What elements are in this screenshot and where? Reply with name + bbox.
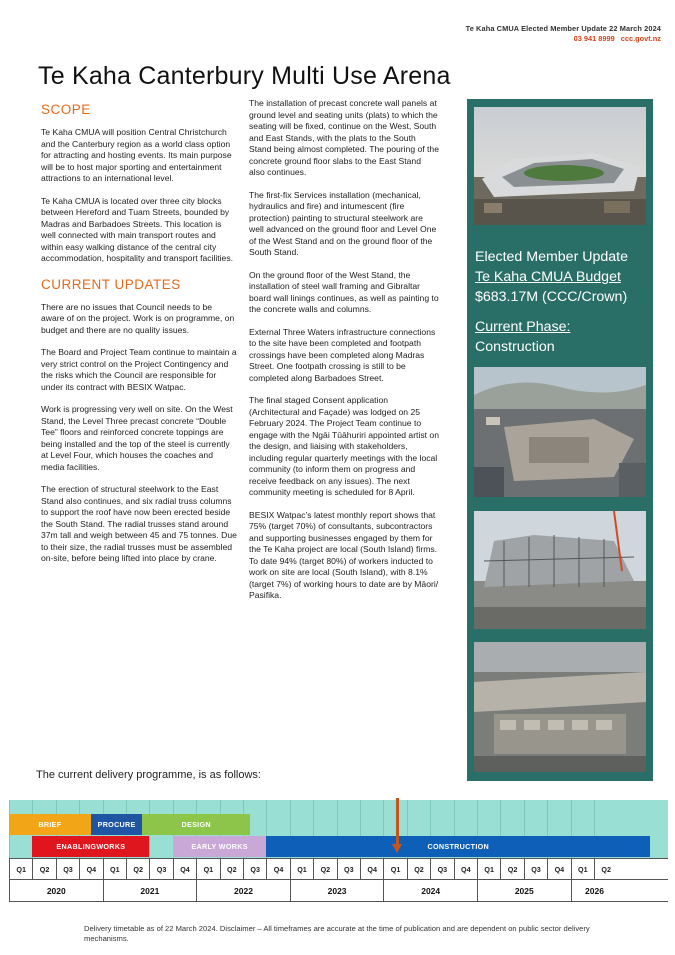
year-label: 2021	[103, 880, 197, 901]
quarter-label: Q2	[126, 859, 149, 880]
quarter-label: Q3	[149, 859, 172, 880]
quarter-label: Q4	[79, 859, 102, 880]
current-updates-heading: CURRENT UPDATES	[41, 276, 181, 292]
scope-paragraph: Te Kaha CMUA will position Central Christchurch and the Canterbury region as a world class option for attracting and hosting events. Its main purpose will be to host major sporting and entertainment attractions to an international level.	[41, 127, 232, 183]
quarter-label: Q1	[383, 859, 406, 880]
steel-structure-photo	[474, 511, 646, 629]
quarter-label: Q4	[266, 859, 289, 880]
quarter-label: Q4	[173, 859, 196, 880]
quarter-label: Q1	[571, 859, 594, 880]
body-paragraph: The final staged Consent application (Architectural and Façade) was lodged on 25 February 2024. The Project Team continue to engage with the Ngāi Tūāhuriri appointed artist on the design, and liaising with stakeholders, including regular quarterly meetings with the local community (to inform them on progress and receive feedback on any issues). The next community meeting is scheduled for 8 April.	[249, 395, 439, 497]
phase-bar-construction: CONSTRUCTION	[266, 836, 650, 857]
quarter-label: Q1	[9, 859, 32, 880]
body-paragraph: External Three Waters infrastructure connections to the site have been completed and footpath crossings have been completed along Madras Street. One footpath crossing is still to be completed along Barbadoes Street.	[249, 326, 436, 383]
phase-bar-brief: BRIEF	[9, 814, 91, 835]
year-label: 2020	[9, 880, 103, 901]
quarter-label: Q3	[337, 859, 360, 880]
scope-paragraph: Te Kaha CMUA is located over three city blocks between Hereford and Tuam Streets, bounded by Madras and Barbadoes Streets. This location is well connected with main transport routes and within easy walking distance of the central city accommodation, hospitality and transport facilities.	[41, 195, 234, 263]
header-phone: 03 941 8999	[573, 34, 615, 43]
current-position-marker	[396, 798, 399, 846]
programme-intro: The current delivery programme, is as follows:	[36, 769, 261, 781]
phase-value: Construction	[475, 339, 555, 355]
header-doc-title: Te Kaha CMUA Elected Member Update 22 March 2024	[465, 24, 661, 33]
budget-title: Te Kaha CMUA Budget	[475, 269, 621, 285]
body-paragraph: On the ground floor of the West Stand, the installation of steel wall framing and Gibraltar board wall linings continues, as well as painting to the concrete walls and columns.	[249, 269, 439, 314]
year-row	[9, 880, 668, 902]
page-title: Te Kaha Canterbury Multi Use Arena	[38, 62, 451, 90]
quarter-label: Q2	[500, 859, 523, 880]
scope-heading: SCOPE	[41, 102, 91, 117]
quarter-label: Q1	[477, 859, 500, 880]
quarter-label: Q1	[290, 859, 313, 880]
document-header	[466, 24, 661, 44]
phase-bar-procure: PROCURE	[91, 814, 142, 835]
quarter-label: Q4	[454, 859, 477, 880]
site-aerial-photo	[474, 367, 646, 497]
body-paragraph: The first-fix Services installation (mechanical, hydraulics and fire) and intumescent (fire protection) painting to structural steelwork are well advanced on the ground floor and Level One of the West Stand and on the ground floor of the South Stand.	[249, 189, 437, 257]
quarter-label: Q2	[594, 859, 617, 880]
arena-render-photo	[474, 107, 646, 225]
quarter-label: Q3	[243, 859, 266, 880]
phase-label: Current Phase:	[475, 319, 571, 335]
year-label: 2026	[571, 880, 618, 901]
year-label: 2025	[477, 880, 571, 901]
quarter-label: Q3	[56, 859, 79, 880]
updates-paragraph: There are no issues that Council needs to be aware of on the project. Work is on programme, on budget and there are no quality issues.	[41, 301, 235, 335]
quarter-label: Q1	[196, 859, 219, 880]
quarter-label: Q4	[547, 859, 570, 880]
phase-bar-early-works: EARLY WORKS	[173, 836, 267, 857]
phase-bar-enablingworks: ENABLINGWORKS	[32, 836, 149, 857]
quarter-label: Q2	[313, 859, 336, 880]
delivery-programme-chart	[9, 800, 668, 902]
quarter-label: Q3	[430, 859, 453, 880]
sidebar-panel	[467, 99, 653, 781]
budget-value: $683.17M (CCC/Crown)	[475, 289, 628, 305]
update-title: Elected Member Update	[475, 249, 628, 265]
quarter-label: Q1	[103, 859, 126, 880]
year-label: 2024	[383, 880, 477, 901]
current-position-arrow-icon	[392, 844, 402, 853]
header-website[interactable]: ccc.govt.nz	[620, 34, 661, 43]
header-contact	[466, 34, 661, 44]
updates-paragraph: Work is progressing very well on site. On the West Stand, the Level Three precast concrete “Double Tee” floors and reinforced concrete toppings are being installed and the top of the steel is currently at Level Four, which houses the coaches and media facilities.	[41, 404, 233, 472]
year-label: 2023	[290, 880, 384, 901]
quarter-label: Q3	[524, 859, 547, 880]
middle-column	[249, 98, 439, 613]
left-column	[41, 102, 237, 576]
budget-summary	[475, 247, 649, 357]
body-paragraph: The installation of precast concrete wall panels at ground level and seating units (plats) to which the seating will be fixed, continue on the West, South and East Stands, with the plats to the South Stand being almost completed. The pouring of the concrete ground floor slabs to the East Stand also continues.	[249, 98, 439, 177]
programme-footnote: Delivery timetable as of 22 March 2024. Disclaimer – All timeframes are accurate at the time of publication and are dependent on public sector delivery mechanisms.	[84, 924, 590, 943]
quarter-label: Q4	[360, 859, 383, 880]
quarter-label: Q2	[407, 859, 430, 880]
phase-bar-design: DESIGN	[142, 814, 250, 835]
body-paragraph: BESIX Watpac’s latest monthly report shows that 75% (target 70%) of consultants, subcontractors and supporting businesses engaged by them for the Te Kaha project are local (South Island) firms. To date 94% (target 80%) of workers inducted to work on site are local (South Island), with 8.1% (target 7%) of working hours to date are by Māori/ Pasifika.	[249, 509, 439, 600]
year-label: 2022	[196, 880, 290, 901]
quarter-label: Q2	[220, 859, 243, 880]
updates-paragraph: The Board and Project Team continue to maintain a very strict control on the Project Contingency and the risks which the Council are responsible for under its contract with BESIX Watpac.	[41, 347, 237, 392]
timeline-background	[9, 800, 668, 858]
updates-paragraph: The erection of structural steelwork to the East Stand also continues, and six radial truss columns to support the roof have now been erected beside the South Stand. The radial trusses stand around 37m tall and weigh between 45 and 75 tonnes. Due to their size, the radial trusses must be assembled on-site, before being lifted into place by crane.	[41, 484, 237, 563]
quarter-label: Q2	[32, 859, 55, 880]
quarter-row	[9, 858, 668, 880]
stand-construction-photo	[474, 642, 646, 772]
